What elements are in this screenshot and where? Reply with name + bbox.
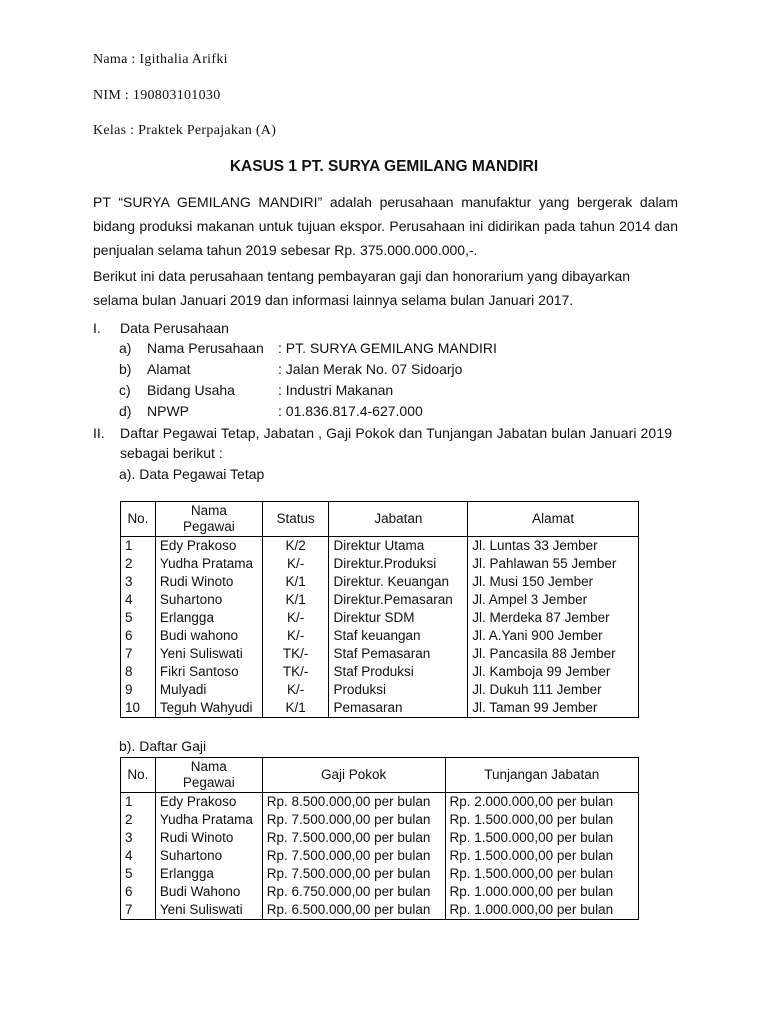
cell-alamat: Jl. Pancasila 88 Jember [468,645,639,663]
cell-jabatan: Produksi [329,681,468,699]
cell-jabatan: Direktur.Produksi [329,555,468,573]
cell-alamat: Jl. Taman 99 Jember [468,699,639,718]
cell-nama: Rudi Winoto [155,573,262,591]
col-header-status: Status [262,502,329,537]
salary-table [120,757,639,920]
cell-no: 5 [121,609,156,627]
table-row [121,645,639,663]
cell-nama: Budi wahono [155,627,262,645]
detail-label: Alamat [147,361,191,377]
cell-nama: Erlangga [155,609,262,627]
col-header-nama-line1: Nama [190,503,227,518]
table-row [121,591,639,609]
cell-no: 4 [121,591,156,609]
cell-jabatan: Staf keuangan [329,627,468,645]
table-row [121,865,639,883]
cell-alamat: Jl. Merdeka 87 Jember [468,609,639,627]
table-row [121,627,639,645]
cell-jabatan: Staf Produksi [329,663,468,681]
detail-letter: d) [119,403,132,419]
cell-alamat: Jl. Kamboja 99 Jember [468,663,639,681]
table-row [121,793,639,812]
cell-status: K/1 [262,591,329,609]
cell-no: 9 [121,681,156,699]
cell-no: 7 [121,645,156,663]
section-2-number: II. [93,425,105,441]
cell-nama: Teguh Wahyudi [155,699,262,718]
cell-no: 3 [121,573,156,591]
cell-nama: Yudha Pratama [155,555,262,573]
student-name: Nama : Igithalia Arifki [93,52,228,67]
cell-alamat: Jl. A.Yani 900 Jember [468,627,639,645]
cell-jabatan: Direktur.Pemasaran [329,591,468,609]
cell-jabatan: Direktur Utama [329,537,468,556]
cell-nama: Budi Wahono [155,883,262,901]
cell-status: K/1 [262,699,329,718]
cell-nama: Yeni Suliswati [155,901,262,920]
cell-no: 10 [121,699,156,718]
detail-value: : Jalan Merak No. 07 Sidoarjo [278,361,463,377]
intro-paragraph: PT “SURYA GEMILANG MANDIRI” adalah perusahaan manufaktur yang bergerak dalam bidang produksi makanan untuk tujuan ekspor. Perusahaan ini didirikan pada tahun 2014 dan penjualan selama tahun 2019 sebesar Rp. 375.000.000.000,-. [93,194,678,258]
col-header-alamat: Alamat [468,502,639,537]
cell-gaji: Rp. 7.500.000,00 per bulan [262,811,445,829]
cell-status: K/- [262,609,329,627]
cell-no: 8 [121,663,156,681]
detail-letter: c) [119,382,131,398]
cell-no: 6 [121,883,156,901]
detail-letter: b) [119,361,132,377]
cell-status: K/2 [262,537,329,556]
detail-letter: a) [119,340,132,356]
cell-tunjangan: Rp. 1.500.000,00 per bulan [445,847,639,865]
cell-nama: Edy Prakoso [155,793,262,812]
col-header-tunjangan: Tunjangan Jabatan [445,758,639,793]
table-row [121,609,639,627]
detail-label: NPWP [147,403,189,419]
section-1-title: Data Perusahaan [120,320,229,336]
cell-no: 2 [121,555,156,573]
section-1-number: I. [93,320,101,336]
section-2-title-line1: Daftar Pegawai Tetap, Jabatan , Gaji Pokok dan Tunjangan Jabatan bulan Januari 2019 [120,425,673,441]
table-row [121,829,639,847]
cell-no: 1 [121,793,156,812]
cell-jabatan: Direktur. Keuangan [329,573,468,591]
cell-status: TK/- [262,645,329,663]
cell-status: K/- [262,627,329,645]
cell-nama: Mulyadi [155,681,262,699]
cell-jabatan: Pemasaran [329,699,468,718]
student-class: Kelas : Praktek Perpajakan (A) [93,123,277,138]
col-header-jabatan: Jabatan [329,502,468,537]
cell-nama: Suhartono [155,847,262,865]
cell-nama: Suhartono [155,591,262,609]
col-header-nama [155,758,262,793]
cell-nama: Yudha Pratama [155,811,262,829]
table-row [121,811,639,829]
table-row [121,883,639,901]
detail-value: : 01.836.817.4-627.000 [278,403,423,419]
detail-label: Bidang Usaha [147,382,235,398]
cell-gaji: Rp. 7.500.000,00 per bulan [262,847,445,865]
section-2-title-line2: sebagai berikut : [120,445,223,461]
cell-no: 1 [121,537,156,556]
cell-tunjangan: Rp. 1.000.000,00 per bulan [445,883,639,901]
cell-tunjangan: Rp. 2.000.000,00 per bulan [445,793,639,812]
detail-value: : Industri Makanan [278,382,394,398]
cell-status: TK/- [262,663,329,681]
cell-nama: Yeni Suliswati [155,645,262,663]
col-header-no: No. [121,502,156,537]
cell-nama: Erlangga [155,865,262,883]
cell-gaji: Rp. 8.500.000,00 per bulan [262,793,445,812]
cell-tunjangan: Rp. 1.500.000,00 per bulan [445,865,639,883]
subheading-daftar-gaji: b). Daftar Gaji [119,738,207,754]
employee-table-header [121,502,639,537]
cell-no: 3 [121,829,156,847]
col-header-nama-line1: Nama [190,759,227,774]
col-header-nama-line2: Pegawai [182,519,235,534]
col-header-nama-line2: Pegawai [182,775,235,790]
employee-table [120,501,639,718]
cell-alamat: Jl. Ampel 3 Jember [468,591,639,609]
cell-nama: Edy Prakoso [155,537,262,556]
table-row [121,663,639,681]
col-header-gaji-pokok: Gaji Pokok [262,758,445,793]
cell-gaji: Rp. 6.750.000,00 per bulan [262,883,445,901]
table-row [121,573,639,591]
salary-table-body [121,793,639,920]
cell-gaji: Rp. 7.500.000,00 per bulan [262,865,445,883]
detail-value: : PT. SURYA GEMILANG MANDIRI [278,340,497,356]
detail-label: Nama Perusahaan [147,340,264,356]
cell-no: 7 [121,901,156,920]
cell-tunjangan: Rp. 1.500.000,00 per bulan [445,811,639,829]
cell-nama: Fikri Santoso [155,663,262,681]
student-nim: NIM : 190803101030 [93,88,221,103]
col-header-nama [155,502,262,537]
cell-alamat: Jl. Dukuh 111 Jember [468,681,639,699]
cell-alamat: Jl. Pahlawan 55 Jember [468,555,639,573]
cell-alamat: Jl. Luntas 33 Jember [468,537,639,556]
cell-alamat: Jl. Musi 150 Jember [468,573,639,591]
cell-jabatan: Staf Pemasaran [329,645,468,663]
document-title: KASUS 1 PT. SURYA GEMILANG MANDIRI [229,158,539,175]
cell-no: 2 [121,811,156,829]
cell-gaji: Rp. 7.500.000,00 per bulan [262,829,445,847]
cell-no: 4 [121,847,156,865]
cell-no: 6 [121,627,156,645]
table-row [121,555,639,573]
cell-no: 5 [121,865,156,883]
table-row [121,901,639,920]
col-header-no: No. [121,758,156,793]
cell-jabatan: Direktur SDM [329,609,468,627]
employee-table-body [121,537,639,718]
cell-nama: Rudi Winoto [155,829,262,847]
cell-tunjangan: Rp. 1.000.000,00 per bulan [445,901,639,920]
second-paragraph: Berikut ini data perusahaan tentang pembayaran gaji dan honorarium yang dibayarkan selama bulan Januari 2019 dan informasi lainnya selama bulan Januari 2017. [93,268,631,308]
table-row [121,699,639,718]
cell-tunjangan: Rp. 1.500.000,00 per bulan [445,829,639,847]
table-row [121,847,639,865]
cell-gaji: Rp. 6.500.000,00 per bulan [262,901,445,920]
subheading-data-pegawai: a). Data Pegawai Tetap [119,466,265,482]
cell-status: K/- [262,681,329,699]
table-row [121,681,639,699]
salary-table-header [121,758,639,793]
cell-status: K/- [262,555,329,573]
table-row [121,537,639,556]
cell-status: K/1 [262,573,329,591]
